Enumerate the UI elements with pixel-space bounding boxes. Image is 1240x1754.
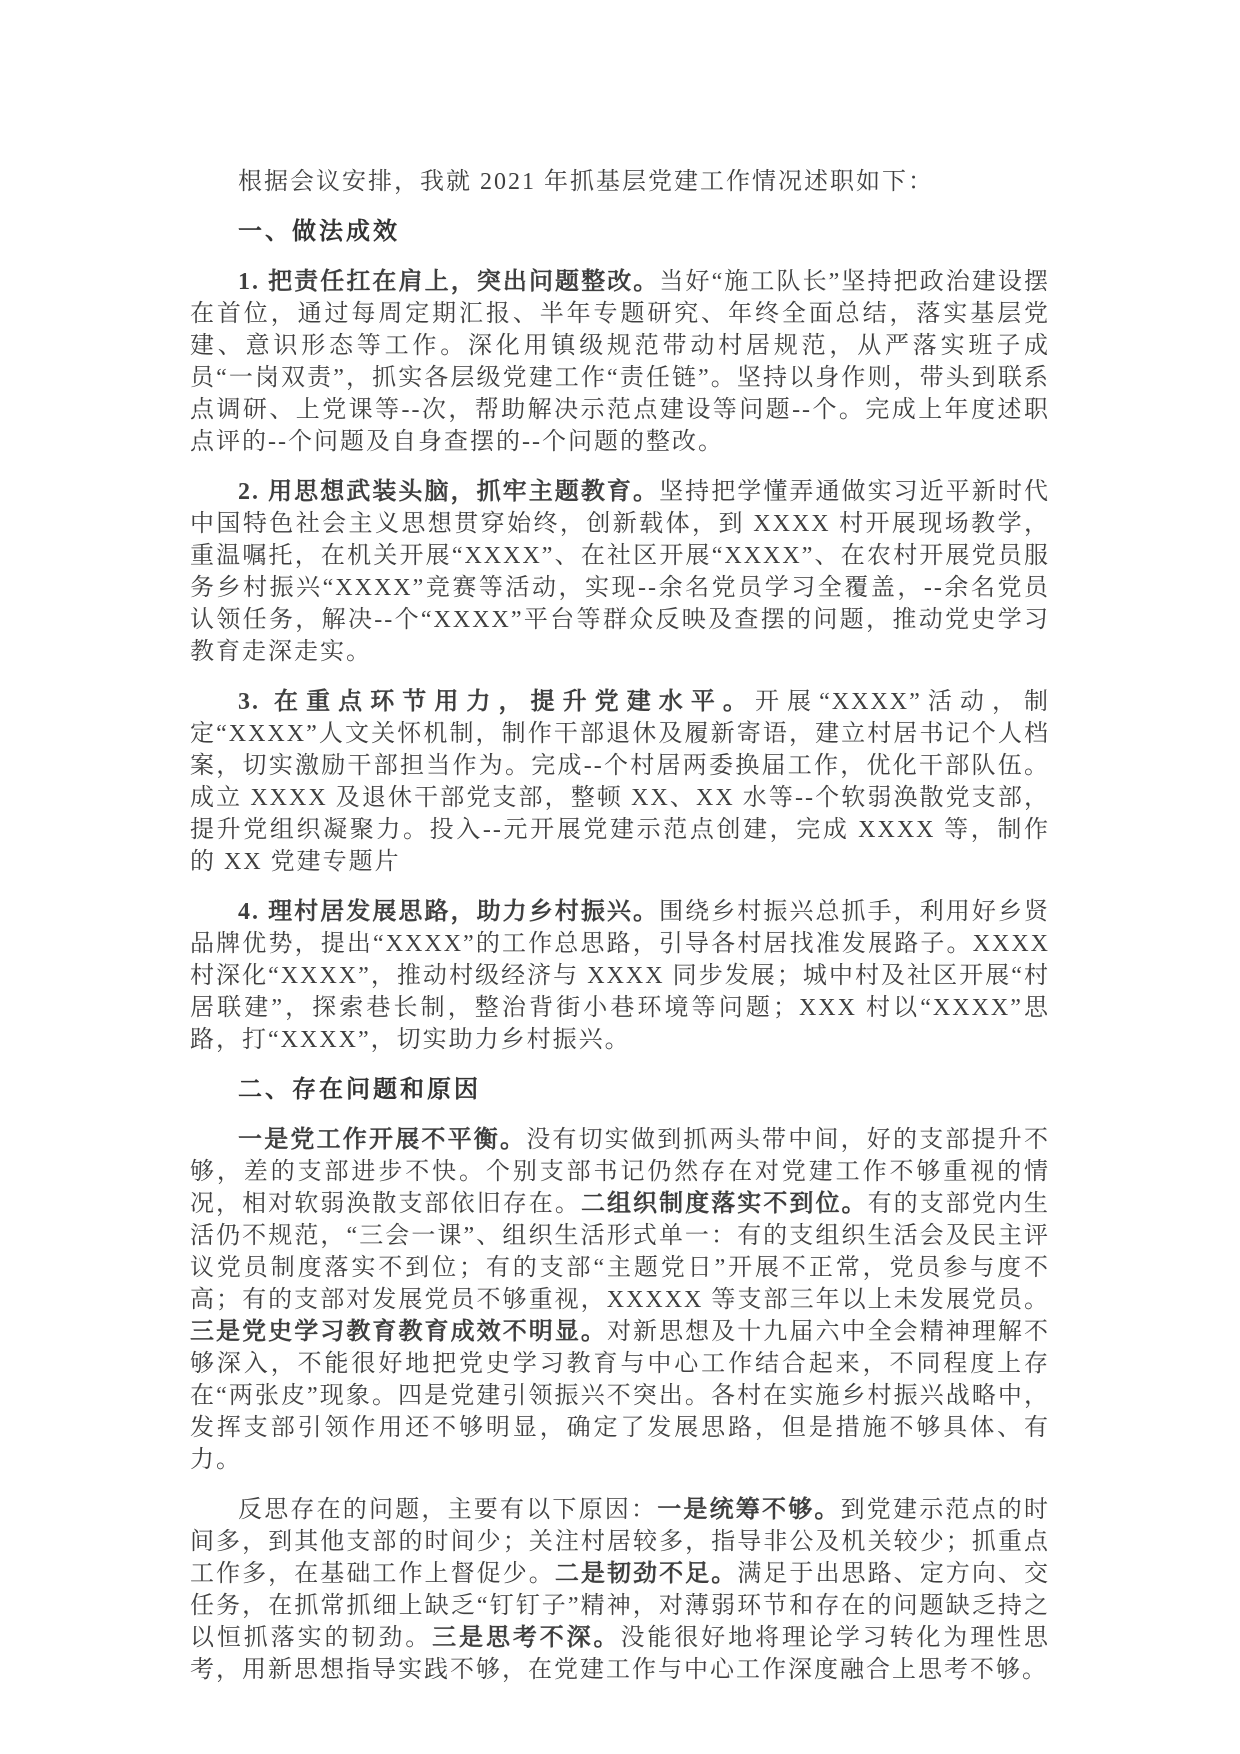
paragraph-problems <box>190 1124 1050 1476</box>
text-run: 到党建示范点的时间多，到其他支部的时间少；关注村居较多，指导非公及机关较少；抓重点工作多，在基础工作上督促少。 <box>190 1497 1051 1587</box>
bold-text-run: 2. 用思想武装头脑，抓牢主题教育。 <box>238 479 660 505</box>
bold-text-run: 4. 理村居发展思路，助力乡村振兴。 <box>238 899 660 925</box>
bold-text-run: 1. 把责任扛在肩上，突出问题整改。 <box>238 269 660 295</box>
text-run: 对新思想及十九届六中全会精神理解不够深入，不能很好地把党史学习教育与中心工作结合起来，不同程度上存在“两张皮”现象。四是党建引领振兴不突出。各村在实施乡村振兴战略中，发挥支部引领作用还不够明显，确定了发展思路，但是措施不够具体、有力。 <box>190 1319 1050 1473</box>
bold-text-run: 二组织制度落实不到位。 <box>580 1191 868 1217</box>
bold-text-run: 3. 在重点环节用力，提升党建水平。 <box>238 689 755 715</box>
bold-text-run: 三是党史学习教育教育成效不明显。 <box>190 1319 607 1345</box>
text-run: 没有切实做到抓两头带中间，好的支部提升不够，差的支部进步不快。个别支部书记仍然存在对党建工作不够重视的情况，相对软弱涣散支部依旧存在。 <box>190 1127 1051 1217</box>
bold-text-run: 三是思考不深。 <box>432 1625 621 1651</box>
paragraph-causes <box>190 1494 1050 1686</box>
text-run: 满足于出思路、定方向、交任务，在抓常抓细上缺乏“钉钉子”精神，对薄弱环节和存在的问题缺乏持之以恒抓落实的韧劲。 <box>190 1561 1050 1651</box>
text-run: 有的支部党内生活仍不规范，“三会一课”、组织生活形式单一：有的支组织生活会及民主评议党员制度落实不到位；有的支部“主题党日”开展不正常，党员参与度不高；有的支部对发展党员不够重视，XXXXX 等支部三年以上未发展党员。 <box>190 1191 1050 1313</box>
bold-text-run: 一是统筹不够。 <box>657 1497 841 1523</box>
section-heading-achievements <box>190 216 1050 248</box>
text-run: 反思存在的问题，主要有以下原因： <box>238 1497 658 1523</box>
bold-text-run: 一、做法成效 <box>238 219 400 245</box>
text-run: 开展“XXXX”活动，制定“XXXX”人文关怀机制，制作干部退休及履新寄语，建立村居书记个人档案，切实激励干部担当作为。完成--个村居两委换届工作，优化干部队伍。成立 XXXX 及退休干部党支部，整顿 XX、XX 水等--个软弱涣散党支部，提升党组织凝聚力。投入--元开展党建示范点创建，完成 XXXX 等，制作的 XX 党建专题片 <box>190 689 1051 875</box>
document-body <box>190 148 1050 1704</box>
text-run: 当好“施工队长”坚持把政治建设摆在首位，通过每周定期汇报、半年专题研究、年终全面总结，落实基层党建、意识形态等工作。深化用镇级规范带动村居规范，从严落实班子成员“一岗双责”，抓实各层级党建工作“责任链”。坚持以身作则，带头到联系点调研、上党课等--次，帮助解决示范点建设等问题--个。完成上年度述职点评的--个问题及自身查摆的--个问题的整改。 <box>190 269 1050 455</box>
intro-paragraph <box>190 166 1050 198</box>
paragraph-village-development <box>190 896 1050 1056</box>
paragraph-theme-education <box>190 476 1050 668</box>
bold-text-run: 二、存在问题和原因 <box>238 1077 481 1103</box>
paragraph-key-links <box>190 686 1050 878</box>
text-run: 没能很好地将理论学习转化为理性思考，用新思想指导实践不够，在党建工作与中心工作深度融合上思考不够。 <box>190 1625 1051 1683</box>
paragraph-responsibility <box>190 266 1050 458</box>
bold-text-run: 二是韧劲不足。 <box>554 1561 738 1587</box>
text-run: 坚持把学懂弄通做实习近平新时代中国特色社会主义思想贯穿始终，创新载体，到 XXXX 村开展现场教学，重温嘱托，在机关开展“XXXX”、在社区开展“XXXX”、在农村开展党员服务乡村振兴“XXXX”竞赛等活动，实现--余名党员学习全覆盖，--余名党员认领任务，解决--个“XXXX”平台等群众反映及查摆的问题，推动党史学习教育走深走实。 <box>190 479 1051 665</box>
text-run: 围绕乡村振兴总抓手，利用好乡贤品牌优势，提出“XXXX”的工作总思路，引导各村居找准发展路子。XXXX 村深化“XXXX”，推动村级经济与 XXXX 同步发展；城中村及社区开展“村居联建”，探索巷长制，整治背街小巷环境等问题；XXX 村以“XXXX”思路，打“XXXX”，切实助力乡村振兴。 <box>190 899 1051 1053</box>
bold-text-run: 一是党工作开展不平衡。 <box>238 1127 527 1153</box>
section-heading-problems <box>190 1074 1050 1106</box>
text-run: 根据会议安排，我就 2021 年抓基层党建工作情况述职如下： <box>238 169 934 195</box>
